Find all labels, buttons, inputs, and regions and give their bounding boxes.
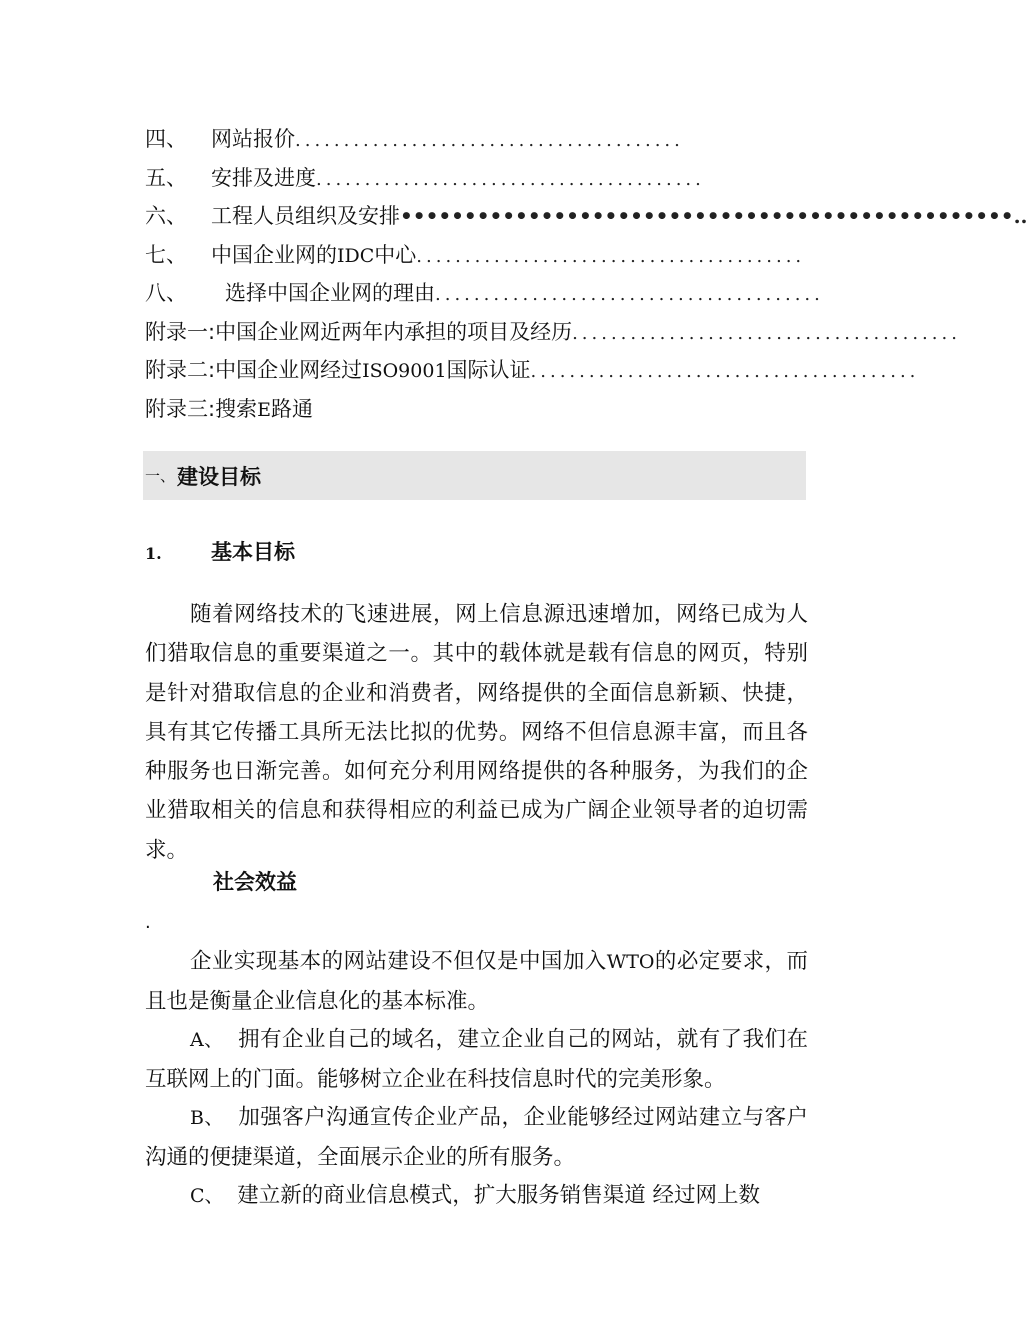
toc-entry[interactable]	[145, 277, 824, 316]
toc-leader: ........................................	[530, 361, 920, 382]
toc-title-latin: ISO9001	[362, 360, 447, 382]
subsection-title: 基本目标	[211, 540, 295, 564]
toc-title: 选择中国企业网的理由	[225, 281, 435, 305]
list-item-text: 拥有企业自己的域名，建立企业自己的网站，就有了我们在互联网上的门面。能够树立企业在科技信息时代的完美形象。	[145, 1027, 808, 1093]
subsection-heading-social-benefit: 社会效益	[213, 870, 297, 894]
toc-leader: ........................................	[295, 130, 684, 151]
section-title: 建设目标	[177, 464, 262, 489]
toc-number: 八、	[145, 281, 187, 305]
paragraph-wto	[145, 942, 808, 1022]
toc-title-part: 中国企业网经过	[215, 358, 363, 382]
toc-leader: ........................................	[316, 168, 705, 190]
toc-title: 工程人员组织及安排	[211, 204, 400, 228]
section-heading	[143, 451, 806, 500]
list-item-text: 建立新的商业信息模式，扩大服务销售渠道 经过网上数	[237, 1183, 761, 1208]
toc-title	[215, 354, 530, 384]
toc-leader: ........................................	[416, 245, 806, 267]
toc-title-part: 国际认证	[446, 358, 531, 382]
toc-leader: ••••••••••••••••••••••••••••••••••••••••••••••••..	[400, 204, 1028, 228]
toc-leader: ........................................	[435, 284, 824, 305]
toc-title: 安排及进度	[211, 165, 316, 190]
toc-title-part: 中心	[374, 242, 417, 267]
toc-number: 附录三:	[145, 396, 216, 421]
paragraph-part: 企业实现基本的网站建设不但仅是中国加入	[190, 949, 607, 974]
toc-title-part: 中国企业网的	[211, 242, 337, 267]
toc-title	[215, 393, 313, 423]
paragraph-intro: 随着网络技术的飞速进展，网上信息源迅速增加，网络已成为人们猎取信息的重要渠道之一。其中的载体就是载有信息的网页，特别是针对猎取信息的企业和消费者，网络提供的全面信息新颖、快捷，具有其它传播工具所无法比拟的优势。网络不但信息源丰富，而且各种服务也日渐完善。如何充分利用网络提供的各种服务，为我们的企业猎取相关的信息和获得相应的利益已成为广阔企业领导者的迫切需求。	[145, 602, 808, 863]
list-item-a	[145, 1020, 808, 1100]
stray-dot: .	[145, 912, 151, 933]
toc-title-latin: IDC	[337, 244, 375, 267]
toc-entry[interactable]	[145, 123, 805, 162]
list-item-label: B、	[190, 1107, 224, 1129]
toc-number: 附录二:	[145, 358, 216, 382]
list-item-label: C、	[190, 1185, 224, 1207]
toc-number: 七、	[145, 242, 187, 267]
toc-title: 网站报价	[211, 127, 295, 151]
toc-title-part: 搜索	[215, 396, 258, 421]
toc-number: 附录一:	[145, 319, 216, 344]
list-item-c	[145, 1176, 808, 1216]
toc-leader: ........................................	[572, 322, 961, 344]
list-item-text: 加强客户沟通宣传企业产品，企业能够经过网站建立与客户沟通的便捷渠道，全面展示企业的所有服务。	[145, 1105, 809, 1171]
toc-title-part: 路通	[270, 396, 313, 421]
toc-title: 中国企业网近两年内承担的项目及经历	[215, 319, 573, 344]
section-number: 一、	[145, 467, 176, 485]
toc-entry[interactable]	[145, 239, 805, 278]
toc-entry[interactable]	[145, 354, 920, 393]
toc-number: 四、	[145, 127, 187, 151]
toc-title-latin: E	[257, 398, 271, 421]
list-item-b	[145, 1098, 808, 1178]
table-of-contents	[145, 123, 1028, 431]
toc-entry[interactable]	[145, 162, 805, 201]
toc-number: 五、	[145, 165, 187, 190]
paragraph-part: 的必定要求，而且也是衡量企业信息化的基本标准。	[145, 949, 808, 1015]
toc-entry[interactable]	[145, 393, 805, 432]
toc-number: 六、	[145, 204, 187, 228]
subsection-heading	[145, 536, 295, 566]
toc-title	[211, 239, 416, 269]
list-item-label: A、	[190, 1029, 224, 1051]
subsection-number: 1.	[145, 544, 162, 563]
toc-entry[interactable]	[145, 200, 1028, 239]
toc-entry[interactable]	[145, 316, 961, 355]
paragraph-latin: WTO	[606, 951, 655, 973]
